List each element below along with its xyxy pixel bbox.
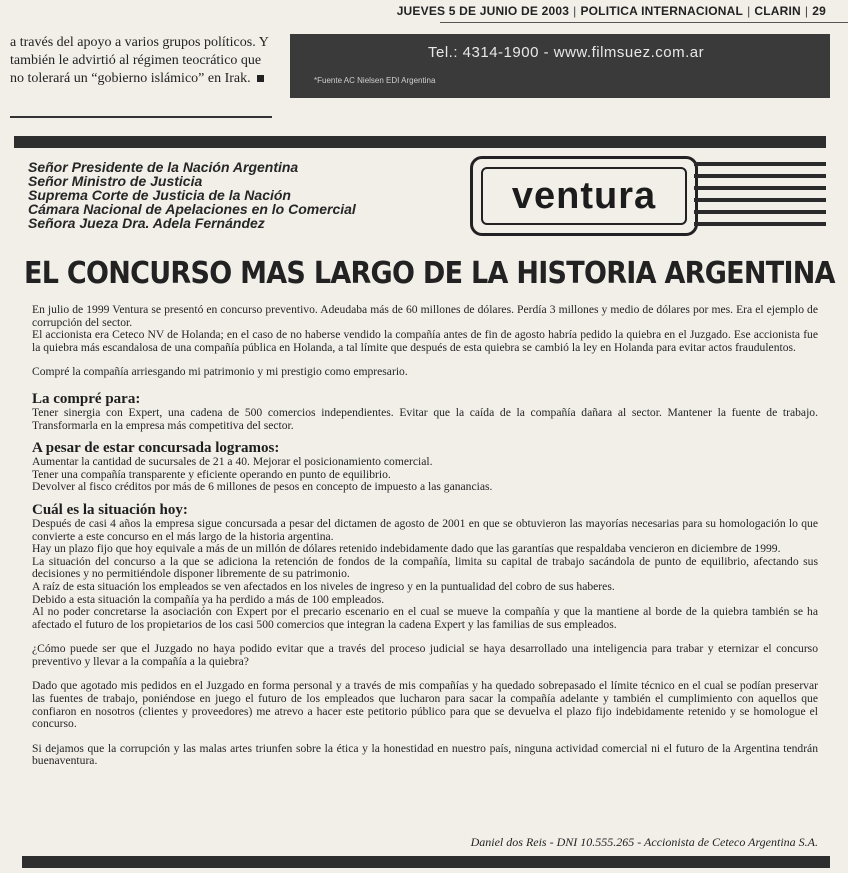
- logo-stripe: [694, 198, 826, 202]
- ad-headline: EL CONCURSO MAS LARGO DE LA HISTORIA ARGENTINA: [24, 256, 835, 291]
- signature-line: Daniel dos Reis - DNI 10.555.265 - Accionista de Ceteco Argentina S.A.: [470, 835, 818, 849]
- masthead-rule: [440, 22, 848, 23]
- masthead-separator: |: [747, 4, 751, 18]
- previous-article-rule: [10, 116, 272, 118]
- statement-paragraph: Compré la compañía arriesgando mi patrimonio y mi prestigio como empresario.: [32, 365, 408, 379]
- ad-bottom-bar: [22, 856, 830, 868]
- recipients-list: [28, 160, 468, 230]
- page-masthead: [0, 0, 848, 24]
- logo-wordmark: ventura: [511, 175, 657, 217]
- logo-stripe: [694, 186, 826, 190]
- masthead-page-number: 29: [812, 4, 826, 18]
- section-line: Debido a esta situación la compañía ya ha perdido a más de 100 empleados.: [32, 592, 385, 606]
- section-heading: La compré para:: [32, 390, 141, 407]
- section-line: Tener sinergia con Expert, una cadena de 500 comercios independientes. Evitar que la caída de la compañía dañara al sector. Mantener la fuente de trabajo. Transformarla en la empresa más competitiva del sector.: [32, 405, 818, 432]
- recipient-line: Suprema Corte de Justicia de la Nación: [28, 187, 291, 203]
- closing-paragraph: Dado que agotado mis pedidos en el Juzgado en forma personal y a través de mis compañías y ha quedado sobrepasado el límite técnico en el cual se podían preservar las fuentes de trabajo, poniéndose en juego el futuro de los empleados que lucharon para sacar la compañía adelante y también el cumplimiento con aquellos que confiaron en nosotros (clientes y proveedores) me atrevo a hacer este petitorio público para que se devuelva el plazo fijo indebidamente retenido y se homologue el concurso.: [32, 679, 818, 731]
- masthead-section: POLITICA INTERNACIONAL: [580, 4, 744, 18]
- section-line: La situación del concurso a la que se adiciona la retención de fondos de la compañía, limita su capital de trabajo sacándola de punto de equilibrio, afectando sus decisiones y no permitiéndole disponer libremente de su patrimonio.: [32, 554, 818, 581]
- closing-paragraph: Si dejamos que la corrupción y las malas artes triunfen sobre la ética y la honestidad en nuestro país, ninguna actividad comercial ni el futuro de la Argentina tendrán buenaventura.: [32, 741, 818, 768]
- logo-stripe: [694, 174, 826, 178]
- article-end-mark-icon: [257, 75, 264, 82]
- ad-body: [32, 304, 818, 768]
- section-line: Después de casi 4 años la empresa sigue concursada a pesar del dictamen de agosto de 2001 en que se obtuvieron las mayorías necesarias para su homologación lo que convierte a este concurso en el más largo de la historia argentina.: [32, 516, 818, 543]
- masthead-separator: |: [573, 4, 577, 18]
- logo-stripes-icon: [694, 156, 826, 234]
- ad-top-bar: [14, 136, 826, 148]
- section-line: Al no poder concretarse la asociación con Expert por el precario escenario en el cual se mueve la compañía y que la mantiene al borde de la quiebra también se ha afectado el futuro de los propietarios de los casi 500 comercios que integran la cadena Expert y las familias de sus empleados.: [32, 605, 818, 631]
- logo-stripe: [694, 210, 826, 214]
- section-heading: A pesar de estar concursada logramos:: [32, 440, 280, 457]
- paragraph-gap: [32, 432, 818, 440]
- section-heading: Cuál es la situación hoy:: [32, 501, 188, 518]
- section-line: Tener una compañía transparente y eficiente operando en punto de equilibrio.: [32, 467, 391, 481]
- previous-article-fragment: [10, 34, 272, 88]
- logo-stripe: [694, 162, 826, 166]
- section-line: Aumentar la cantidad de sucursales de 21 a 40. Mejorar el posicionamiento comercial.: [32, 455, 433, 469]
- section-line: A raíz de esta situación los empleados se ven afectados en los niveles de ingreso y en la puntualidad del cobro de sus haberes.: [32, 579, 615, 593]
- recipient-line: Señora Jueza Dra. Adela Fernández: [28, 215, 265, 231]
- section-line: Devolver al fisco créditos por más de 6 millones de pesos en concepto de impuesto a las ganancias.: [32, 480, 493, 494]
- previous-article-text: a través del apoyo a varios grupos políticos. Y también le advirtió al régimen teocrático que no tolerará un “gobierno islámico” en Irak.: [10, 35, 269, 86]
- masthead-paper: CLARIN: [754, 4, 801, 18]
- masthead-row: [397, 4, 826, 18]
- masthead-date: JUEVES 5 DE JUNIO DE 2003: [396, 4, 570, 18]
- ad-contact: Tel.: 4314-1900 - www.filmsuez.com.ar: [428, 44, 705, 61]
- recipient-line: Cámara Nacional de Apelaciones en lo Comercial: [28, 201, 356, 217]
- ad-source-note: *Fuente AC Nielsen EDI Argentina: [314, 76, 436, 85]
- ventura-logo: [468, 156, 826, 234]
- intro-paragraph: El accionista era Ceteco NV de Holanda; en el caso de no haberse vendido la compañía antes de fin de agosto habría pedido la quiebra en el Juzgado. Ese accionista fue la quiebra más escandalosa de una compañía pública en Holanda, a tal límite que después de esta quiebra se cambió la ley en Holanda para evitar actos fraudulentos.: [32, 328, 818, 354]
- paragraph-gap: [32, 379, 818, 391]
- logo-frame: [470, 156, 698, 236]
- recipient-line: Señor Ministro de Justicia: [28, 173, 203, 189]
- masthead-separator: |: [804, 4, 809, 18]
- advertisement-box: [290, 34, 830, 98]
- closing-paragraph: ¿Cómo puede ser que el Juzgado no haya podido evitar que a través del proceso judicial se haya desarrollado una inteligencia para trabar y eternizar el concurso preventivo y llevar a la compañía a la quiebra?: [32, 642, 818, 668]
- paragraph-gap: [32, 494, 818, 502]
- intro-paragraph: En julio de 1999 Ventura se presentó en concurso preventivo. Adeudaba más de 60 millones de dólares. Perdía 3 millones y medio de dólares por mes. Era el ejemplo de corrupción del sector.: [32, 303, 818, 329]
- section-line: Hay un plazo fijo que hoy equivale a más de un millón de dólares retenido indebidamente dado que las garantías que respaldaba vencieron en diciembre de 1999.: [32, 542, 781, 556]
- recipient-line: Señor Presidente de la Nación Argentina: [28, 159, 299, 175]
- logo-stripe: [694, 222, 826, 226]
- logo-inner-frame: [481, 167, 687, 225]
